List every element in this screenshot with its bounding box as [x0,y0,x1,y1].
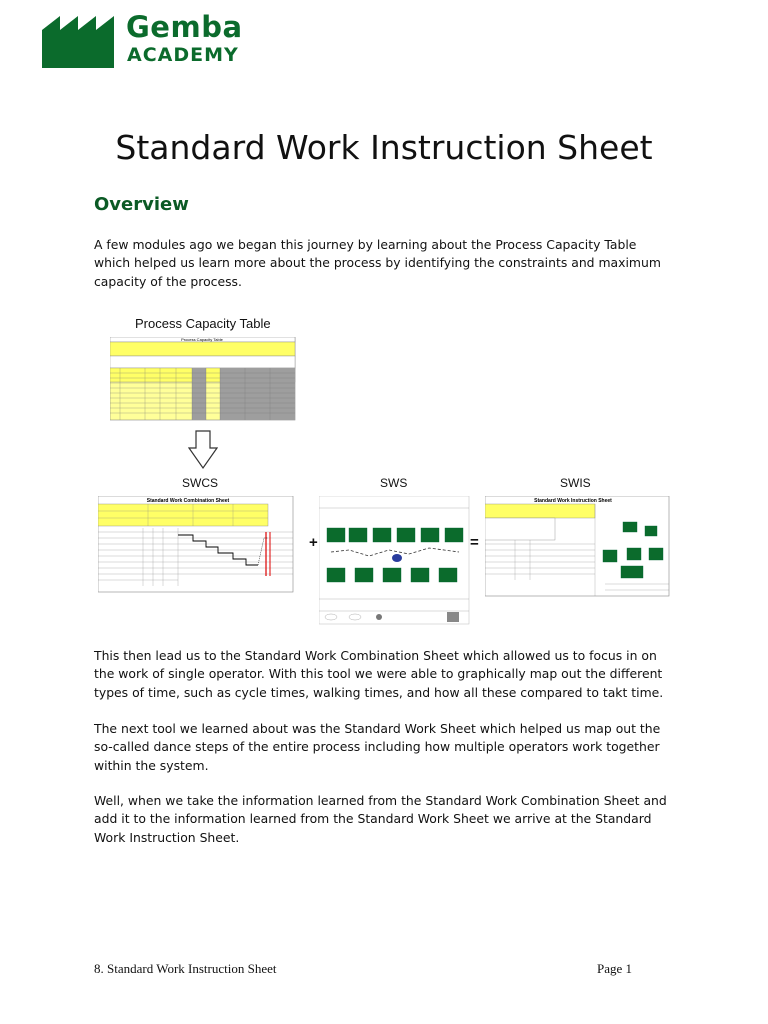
pct-figure-title: Process Capacity Table [135,316,271,331]
footer-document-title: 8. Standard Work Instruction Sheet [94,961,277,976]
process-capacity-table-thumbnail [110,337,310,437]
paragraph-sws: The next tool we learned about was the Standard Work Sheet which helped us map out the so-called dance steps of the entire process including how multiple operators work together within the system. [94,721,661,773]
footer-page-number: Page 1 [597,961,633,976]
swcs-thumbnail-header: Standard Work Combination Sheet [146,498,230,504]
label-swcs: SWCS [182,476,218,490]
page-title: Standard Work Instruction Sheet [115,128,653,167]
equals-sign: = [470,534,479,551]
logo-name: Gemba [126,10,243,44]
down-arrow-icon [188,430,218,470]
logo-subtitle: ACADEMY [127,44,239,66]
swis-thumbnail [485,496,675,606]
label-sws: SWS [380,476,408,490]
overview-heading: Overview [94,194,189,215]
paragraph-intro: A few modules ago we began this journey by learning about the Process Capacity Table which helped us learn more about the process by identifying the constraints and maximum capacity of the process. [94,237,661,289]
gemba-academy-logo [42,10,262,70]
plus-sign: + [309,534,318,551]
sws-thumbnail [319,496,479,628]
pct-thumbnail-header: Process Capacity Table [181,337,223,342]
swcs-thumbnail [98,496,298,596]
tools-diagram [94,312,684,628]
factory-logo-icon [42,14,124,68]
swis-thumbnail-header: Standard Work Instruction Sheet [534,498,612,504]
label-swis: SWIS [560,476,591,490]
paragraph-swcs: This then lead us to the Standard Work Combination Sheet which allowed us to focus in on the work of single operator. With this tool we were able to graphically map out the different types of time, such as cycle times, walking times, and how all these compared to takt time. [94,648,664,700]
paragraph-swis: Well, when we take the information learned from the Standard Work Combination Sheet and add it to the information learned from the Standard Work Sheet we arrive at the Standard Work Instruction Sheet. [94,793,667,845]
